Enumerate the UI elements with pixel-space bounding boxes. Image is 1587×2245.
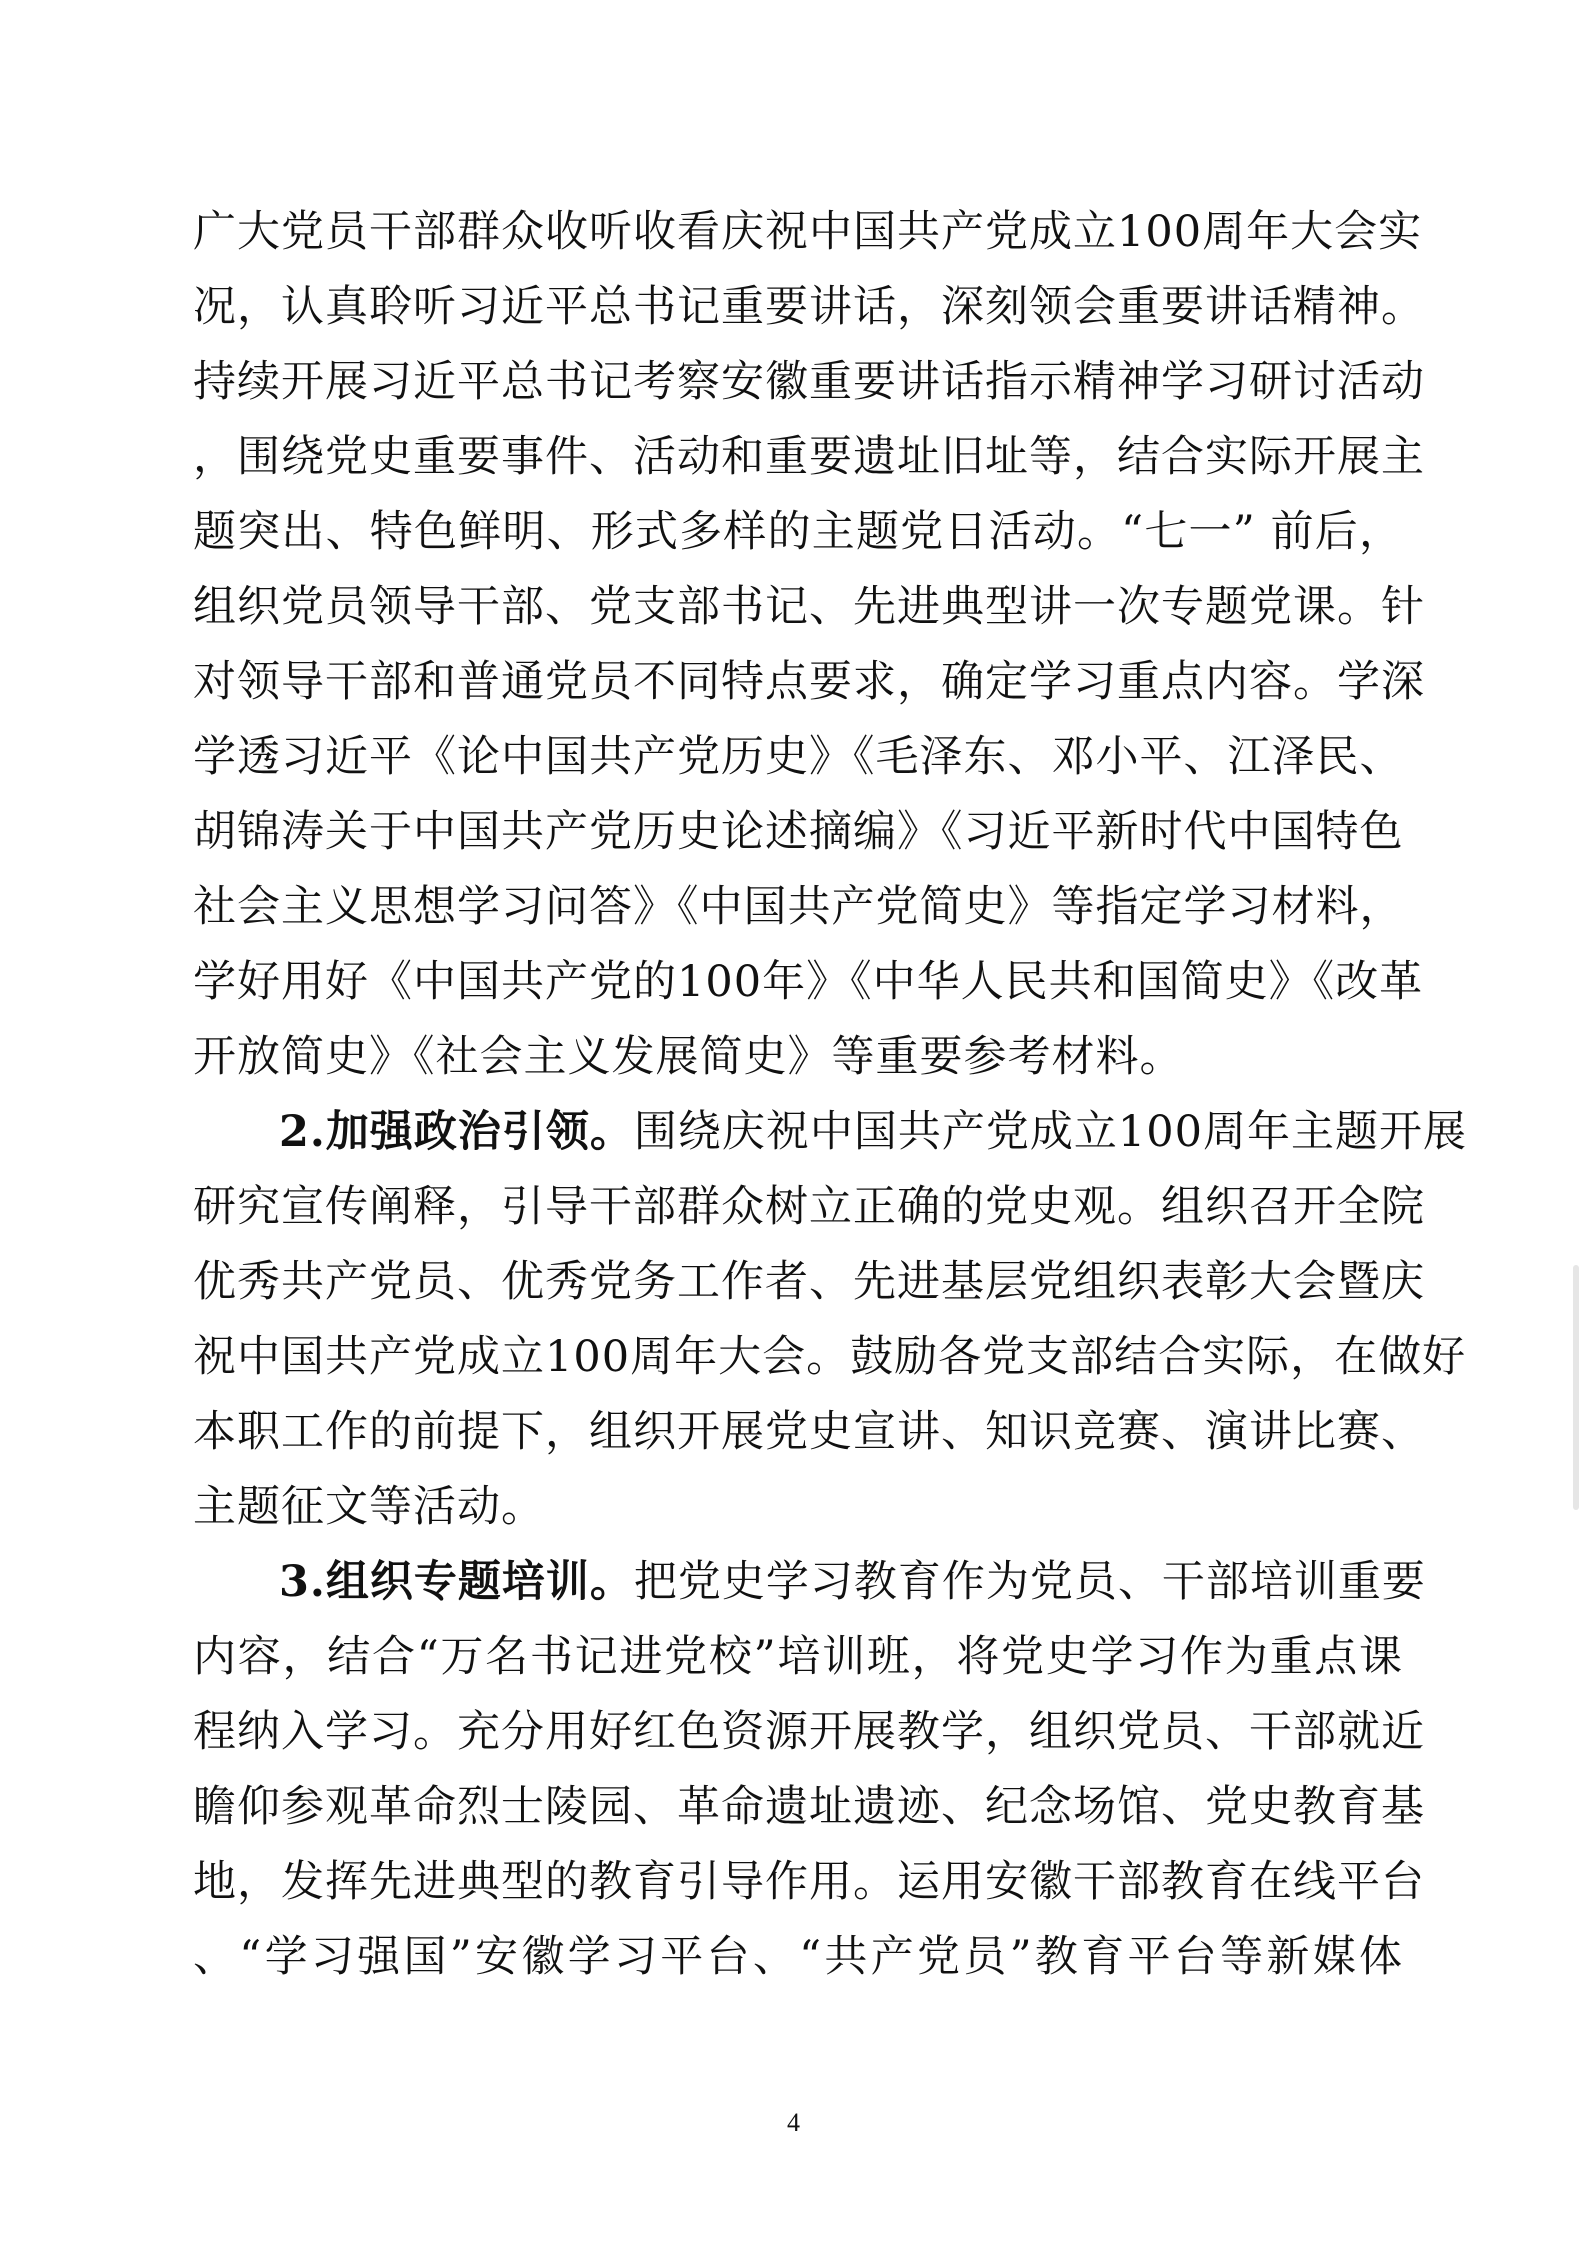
- text-line: 学透习近平《论中国共产党历史》《毛泽东、邓小平、江泽民、: [193, 732, 1404, 782]
- section-heading: 3.组织专题培训。: [279, 1557, 634, 1607]
- page-number: 4: [787, 2108, 800, 2137]
- text-line: 内容，结合“万名书记进党校”培训班，将党史学习作为重点课: [193, 1632, 1403, 1682]
- text-line: [193, 1095, 1467, 1170]
- text-line: 开放简史》《社会主义发展简史》等重要参考材料。: [193, 1032, 1184, 1082]
- section-heading: 2.加强政治引领。: [279, 1107, 634, 1157]
- text-line: 主题征文等活动。: [193, 1482, 545, 1532]
- text-line: 社会主义思想学习问答》《中国共产党简史》等指定学习材料，: [193, 882, 1404, 932]
- text-line: 胡锦涛关于中国共产党历史论述摘编》《习近平新时代中国特色: [193, 807, 1404, 857]
- paragraph-2: [193, 1095, 1467, 1545]
- text-line: 况，认真聆听习近平总书记重要讲话，深刻领会重要讲话精神。: [193, 282, 1425, 332]
- text-run: 围绕庆祝中国共产党成立100周年主题开展: [633, 1107, 1467, 1157]
- document-page: [193, 195, 1467, 1995]
- scrollbar-thumb[interactable]: [1573, 1265, 1579, 1510]
- text-line: 地，发挥先进典型的教育引导作用。运用安徽干部教育在线平台: [193, 1857, 1425, 1907]
- text-line: 祝中国共产党成立100周年大会。鼓励各党支部结合实际，在做好: [193, 1332, 1467, 1382]
- text-line: 持续开展习近平总书记考察安徽重要讲话指示精神学习研讨活动: [193, 357, 1425, 407]
- text-line: [193, 1545, 1426, 1620]
- text-line: 、“学习强国”安徽学习平台、“共产党员”教育平台等新媒体: [193, 1932, 1403, 1982]
- text-line: 程纳入学习。充分用好红色资源开展教学，组织党员、干部就近: [193, 1707, 1425, 1757]
- text-run: 把党史学习教育作为党员、干部培训重要: [633, 1557, 1426, 1607]
- text-line: 广大党员干部群众收听收看庆祝中国共产党成立100周年大会实: [193, 207, 1423, 257]
- text-line: 瞻仰参观革命烈士陵园、革命遗址遗迹、纪念场馆、党史教育基: [193, 1782, 1425, 1832]
- text-line: 对领导干部和普通党员不同特点要求，确定学习重点内容。学深: [193, 657, 1425, 707]
- text-line: 研究宣传阐释，引导干部群众树立正确的党史观。组织召开全院: [193, 1182, 1425, 1232]
- paragraph-1: [193, 195, 1425, 1095]
- text-line: 学好用好《中国共产党的100年》《中华人民共和国简史》《改革: [193, 957, 1424, 1007]
- text-line: 优秀共产党员、优秀党务工作者、先进基层党组织表彰大会暨庆: [193, 1257, 1425, 1307]
- text-line: 本职工作的前提下，组织开展党史宣讲、知识竞赛、演讲比赛、: [193, 1407, 1425, 1457]
- text-line: 题突出、特色鲜明、形式多样的主题党日活动。“七一” 前后，: [193, 507, 1403, 557]
- text-line: 组织党员领导干部、党支部书记、先进典型讲一次专题党课。针: [193, 582, 1425, 632]
- text-line: ，围绕党史重要事件、活动和重要遗址旧址等，结合实际开展主: [193, 432, 1425, 482]
- paragraph-3: [193, 1545, 1426, 1995]
